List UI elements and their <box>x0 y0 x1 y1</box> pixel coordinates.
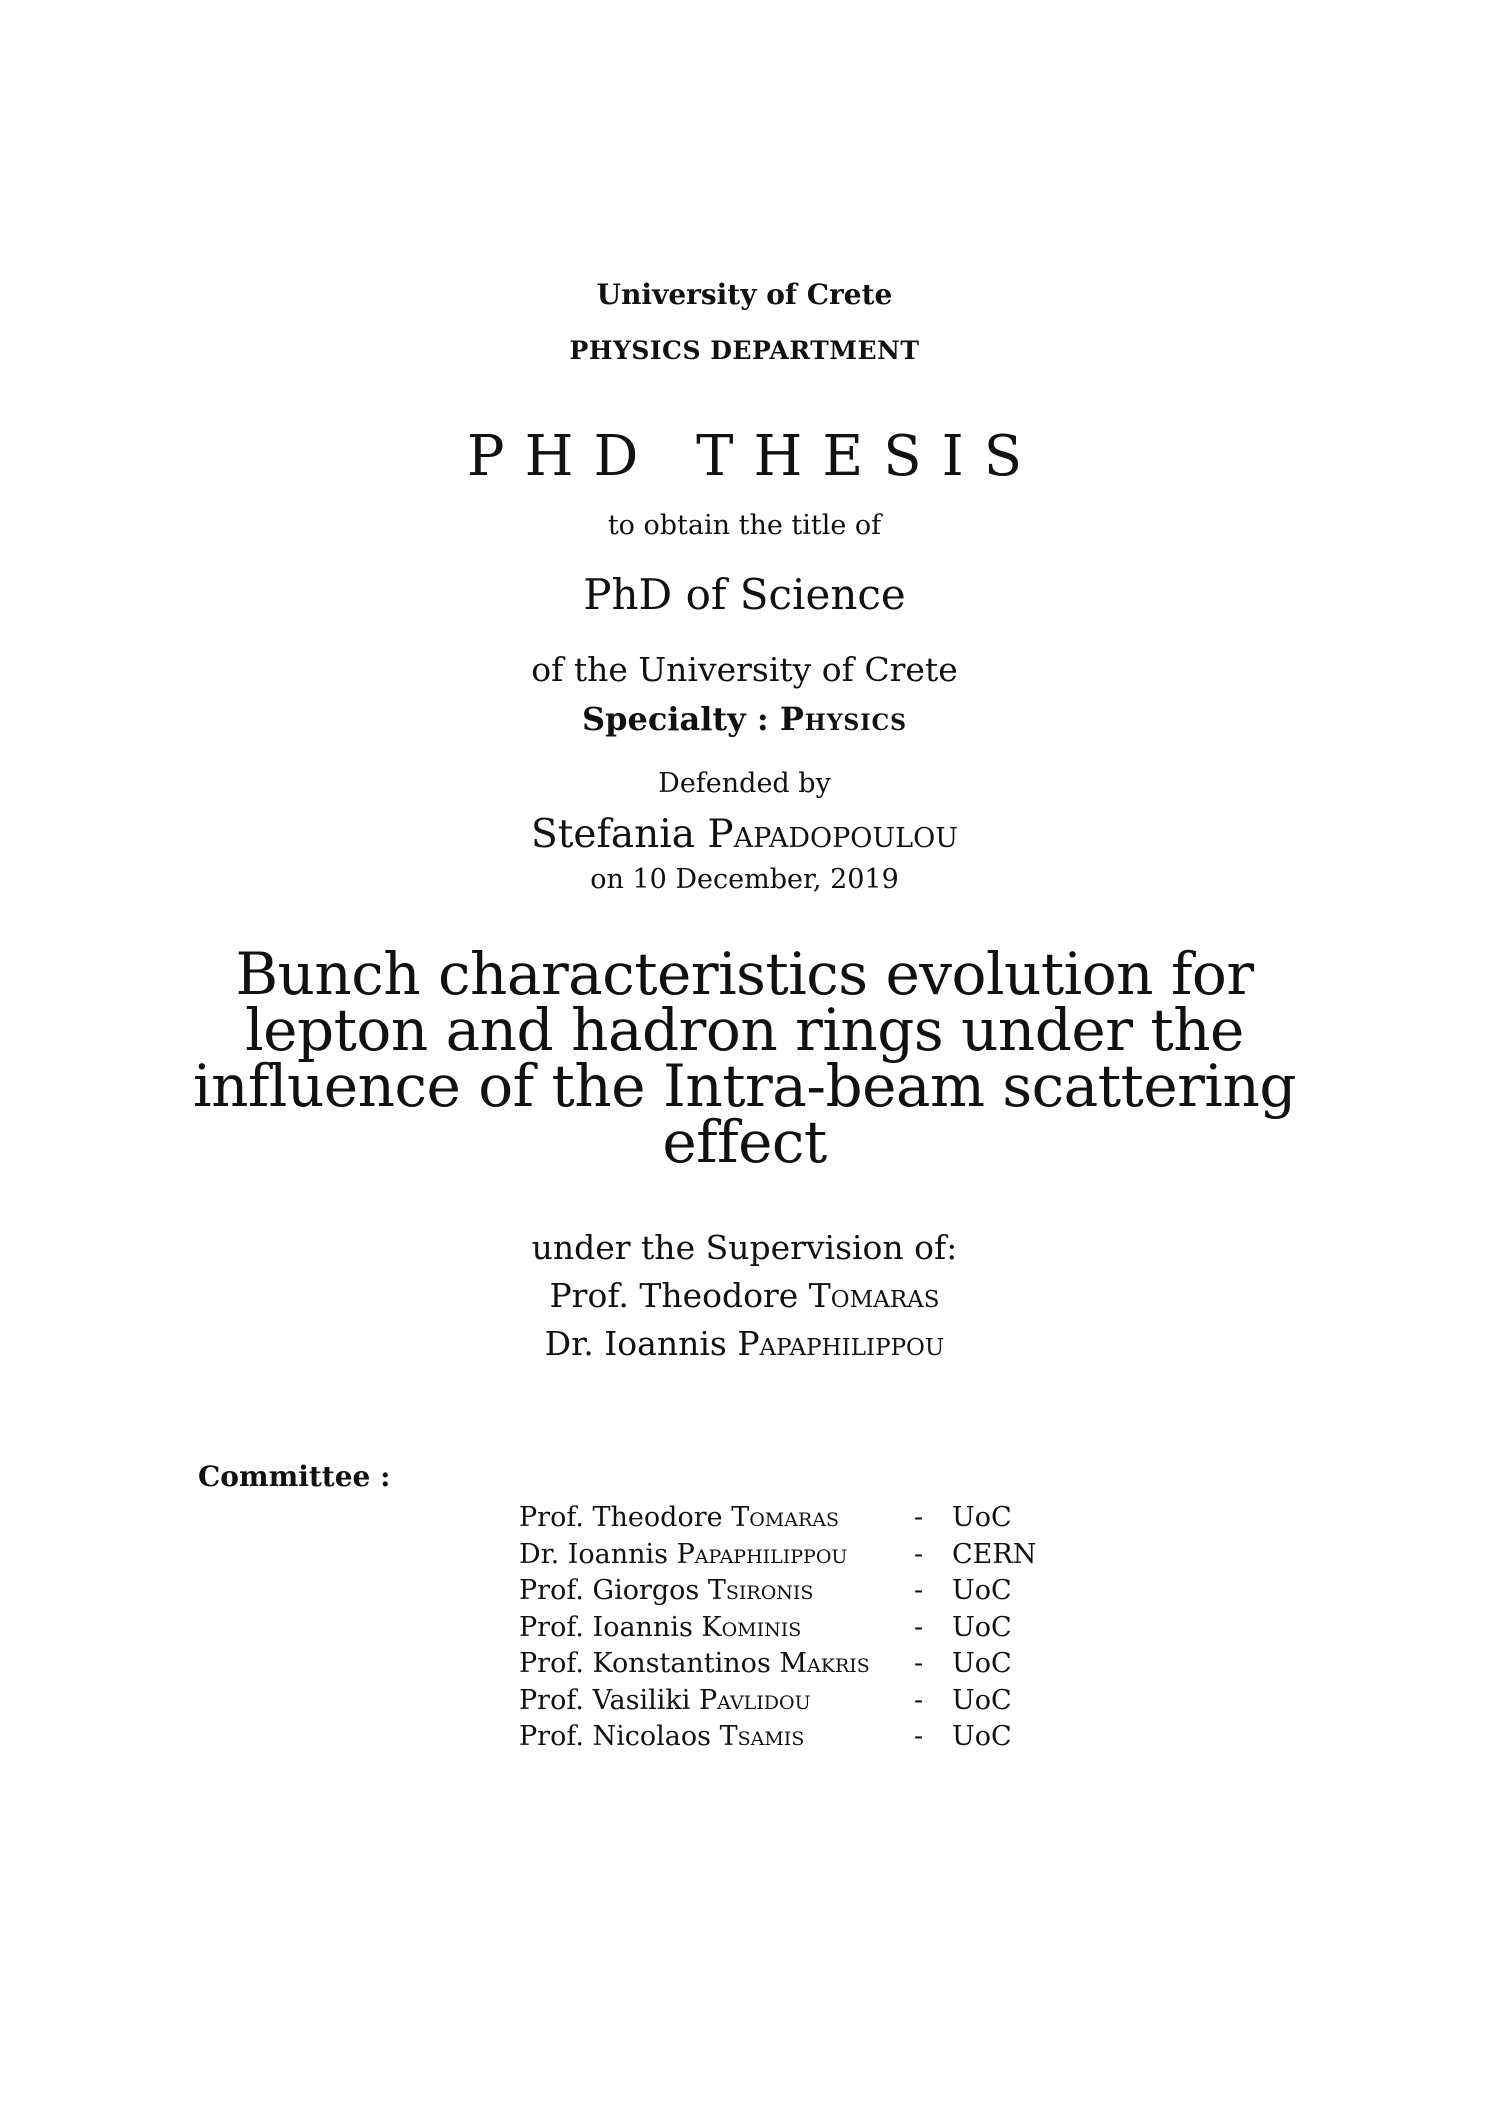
defense-date: on 10 December, 2019 <box>590 864 899 895</box>
committee-row <box>519 1648 1052 1685</box>
supervisor <box>0 1276 1489 1315</box>
member-title: Prof. Vasiliki <box>519 1684 691 1716</box>
committee-row <box>519 1575 1052 1612</box>
author-last-name: Papadopoulou <box>707 812 958 857</box>
member-institution: CERN <box>952 1538 1037 1570</box>
committee-row <box>519 1685 1052 1722</box>
committee-member <box>519 1539 914 1576</box>
supervisor-surname: Tomaras <box>808 1276 940 1315</box>
member-institution: UoC <box>952 1721 1012 1752</box>
separator: - <box>914 1648 924 1679</box>
member-institution: UoC <box>952 1611 1012 1643</box>
member-surname: Kominis <box>701 1611 802 1643</box>
specialty <box>0 700 1489 738</box>
member-surname: Tsamis <box>719 1721 805 1752</box>
committee-row <box>519 1539 1052 1576</box>
committee-row <box>519 1612 1052 1649</box>
committee-member <box>519 1502 914 1539</box>
committee-label: Committee : <box>198 1460 391 1493</box>
member-institution: UoC <box>952 1502 1012 1533</box>
member-institution: UoC <box>952 1648 1012 1679</box>
member-institution: UoC <box>952 1684 1012 1716</box>
supervisor <box>0 1324 1489 1363</box>
specialty-label: Specialty : <box>582 700 769 738</box>
obtain-text: to obtain the title of <box>607 510 882 541</box>
supervision-label: under the Supervision of: <box>531 1228 958 1267</box>
member-title: Prof. Theodore <box>519 1502 723 1533</box>
committee-row <box>519 1721 1052 1758</box>
committee-row <box>519 1502 1052 1539</box>
member-institution: UoC <box>952 1575 1012 1606</box>
degree-title: PhD of Science <box>583 570 906 619</box>
committee-table <box>519 1502 1052 1758</box>
committee-member <box>519 1575 914 1612</box>
member-title: Prof. Konstantinos <box>519 1648 771 1679</box>
committee-member <box>519 1612 914 1649</box>
separator: - <box>914 1575 924 1606</box>
committee-member <box>519 1685 914 1722</box>
separator: - <box>914 1684 924 1716</box>
separator: - <box>914 1611 924 1643</box>
committee-member <box>519 1721 914 1758</box>
member-surname: Tomaras <box>731 1502 839 1533</box>
member-title: Dr. Ioannis <box>519 1538 669 1570</box>
separator: - <box>914 1502 924 1533</box>
separator: - <box>914 1721 924 1752</box>
member-surname: Pavlidou <box>699 1684 811 1716</box>
member-surname: Papaphilippou <box>676 1538 848 1570</box>
document-type: PHD THESIS <box>466 424 1043 489</box>
committee-member <box>519 1648 914 1685</box>
defended-by-label: Defended by <box>658 768 831 799</box>
author-name <box>0 812 1489 857</box>
member-title: Prof. Nicolaos <box>519 1721 712 1752</box>
department-name: PHYSICS DEPARTMENT <box>569 336 920 365</box>
member-surname: Tsironis <box>707 1575 814 1606</box>
member-surname: Makris <box>779 1648 870 1679</box>
supervisor-surname: Papaphilippou <box>737 1324 945 1363</box>
member-title: Prof. Ioannis <box>519 1611 693 1643</box>
author-first-name: Stefania <box>531 812 695 857</box>
supervisor-title: Dr. Ioannis <box>544 1324 727 1363</box>
thesis-title: Bunch characteristics evolution for lepton and hadron rings under the influence of the Intra-beam scattering effect <box>193 940 1296 1176</box>
specialty-value: Physics <box>779 700 907 738</box>
of-university: of the University of Crete <box>531 650 958 689</box>
university-name: University of Crete <box>596 278 893 311</box>
separator: - <box>914 1538 924 1570</box>
member-title: Prof. Giorgos <box>519 1575 700 1606</box>
supervisor-title: Prof. Theodore <box>549 1276 799 1315</box>
